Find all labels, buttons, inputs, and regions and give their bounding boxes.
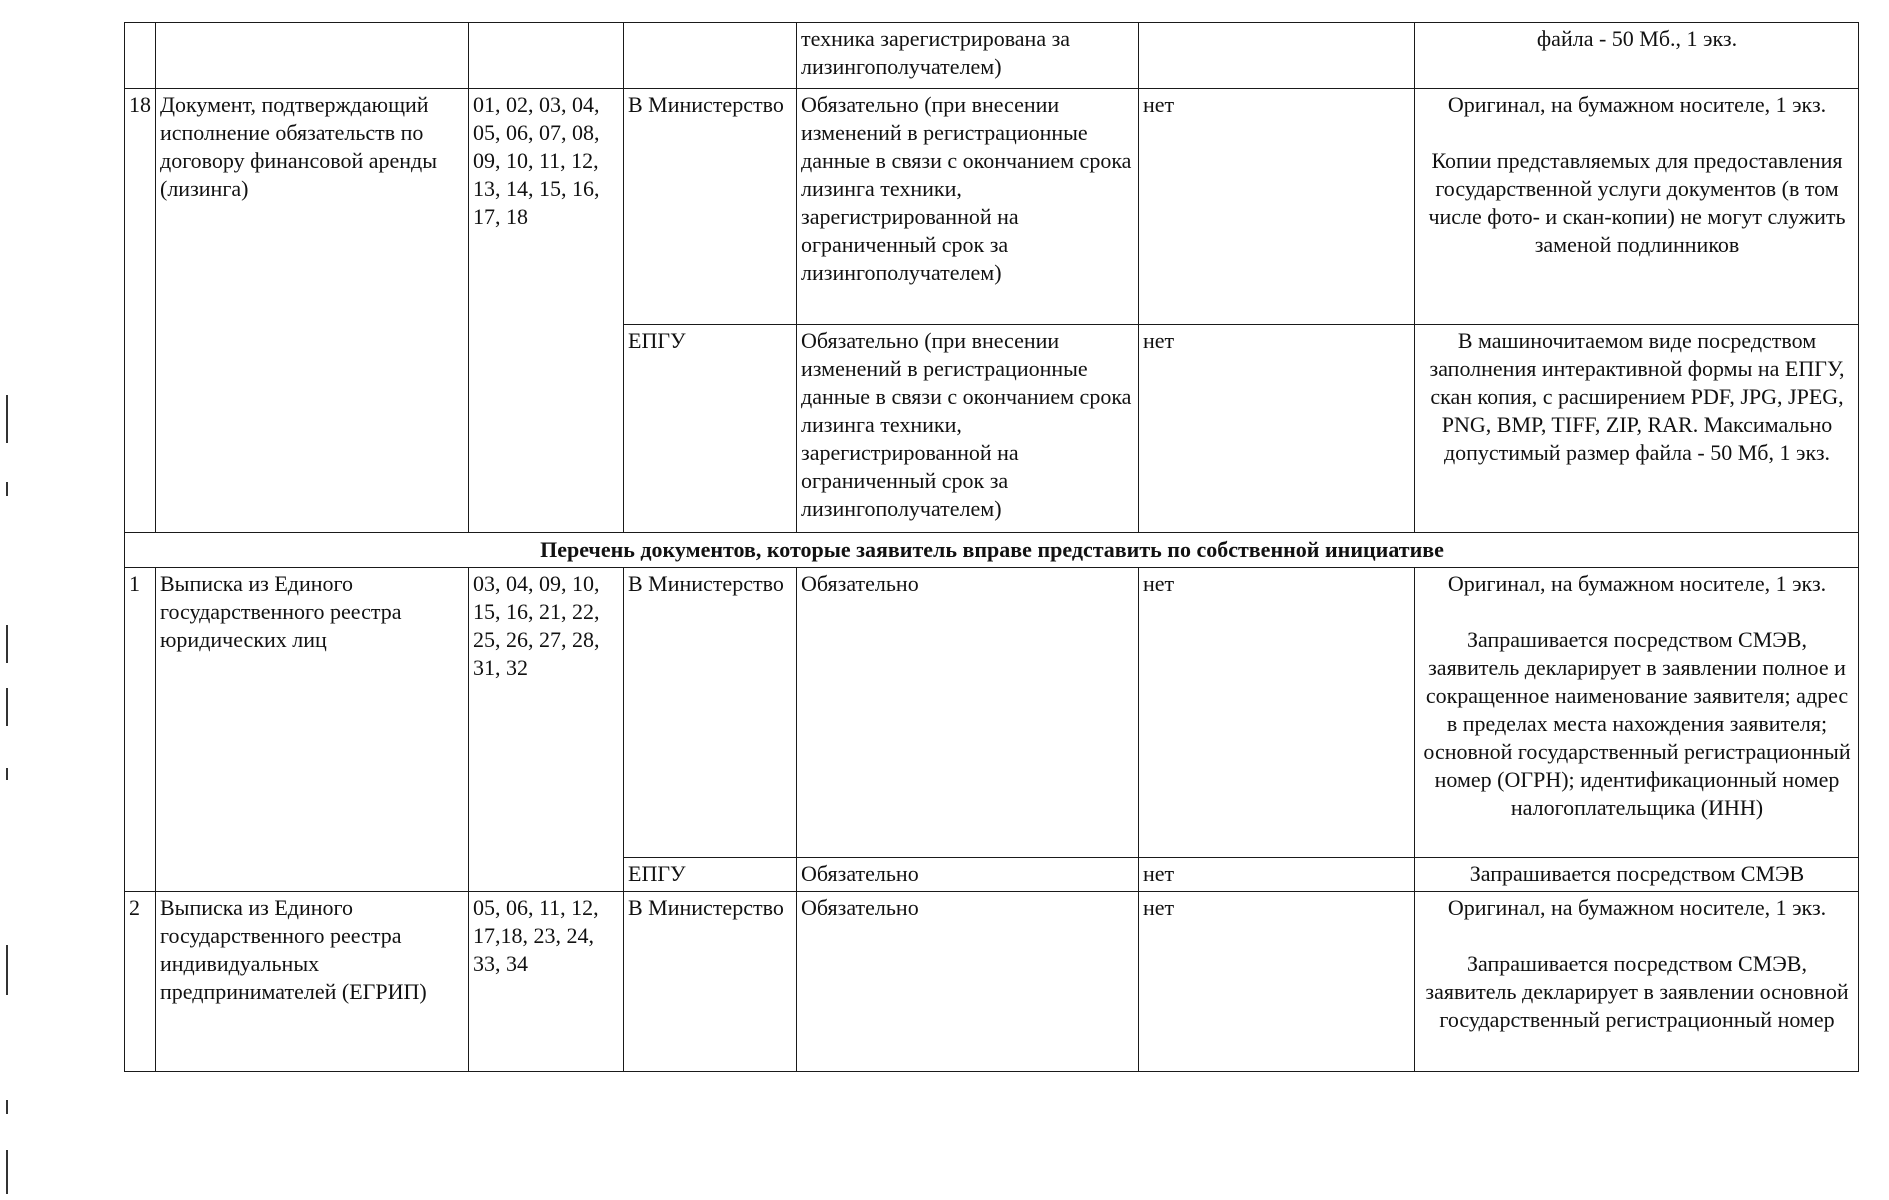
table-row [125, 89, 1859, 325]
submission-channel-cell: В Министерство [624, 568, 797, 858]
requirement-condition-cell: Обязательно (при внесении изменений в регистрационные данные в связи с окончанием срока лизинга техники, зарегистрированной на ограниченный срок за лизингополучателем) [797, 89, 1139, 325]
applicant-codes-cell: 03, 04, 09, 10, 15, 16, 21, 22, 25, 26, 27, 28, 31, 32 [469, 568, 624, 892]
applicant-codes-cell: 05, 06, 11, 12, 17,18, 23, 24, 33, 34 [469, 892, 624, 1072]
flag-cell [1139, 23, 1415, 89]
margin-mark [6, 625, 8, 663]
document-form-text: Оригинал, на бумажном носителе, 1 экз. [1447, 92, 1827, 117]
table-row-continued [125, 23, 1859, 89]
submission-channel-cell: В Министерство [624, 892, 797, 1072]
document-name-cell: Документ, подтверждающий исполнение обязательств по договору финансовой аренды (лизинга) [156, 89, 469, 533]
row-number-cell: 18 [125, 89, 156, 533]
row-number-cell: 1 [125, 568, 156, 892]
document-name-cell: Выписка из Единого государственного реестра юридических лиц [156, 568, 469, 892]
flag-cell: нет [1139, 325, 1415, 533]
spacer [1419, 598, 1855, 626]
requirement-condition-cell: Обязательно (при внесении изменений в регистрационные данные в связи с окончанием срока лизинга техники, зарегистрированной на ограниченный срок за лизингополучателем) [797, 325, 1139, 533]
requirement-condition-cell: Обязательно [797, 568, 1139, 858]
margin-mark [6, 395, 8, 443]
spacer [1419, 922, 1855, 950]
margin-mark [6, 1150, 8, 1194]
document-form-cell [1415, 568, 1859, 858]
submission-channel-cell: В Министерство [624, 89, 797, 325]
applicant-codes-cell [469, 23, 624, 89]
margin-mark [6, 1100, 8, 1114]
document-form-cell: Запрашивается посредством СМЭВ [1415, 858, 1859, 892]
document-form-cell: В машиночитаемом виде посредством заполнения интерактивной формы на ЕПГУ, скан копия, с расширением PDF, JPG, JPEG, PNG, BMP, TIFF, ZIP, RAR. Максимально допустимый размер файла - 50 Мб, 1 экз. [1415, 325, 1859, 533]
section-heading: Перечень документов, которые заявитель вправе представить по собственной инициативе [125, 533, 1859, 568]
requirement-condition-cell: Обязательно [797, 892, 1139, 1072]
document-form-cell: файла - 50 Мб., 1 экз. [1415, 23, 1859, 89]
table-row [125, 568, 1859, 858]
flag-cell: нет [1139, 892, 1415, 1072]
flag-cell: нет [1139, 858, 1415, 892]
document-form-cell [1415, 89, 1859, 325]
submission-channel-cell: ЕПГУ [624, 858, 797, 892]
table-row [125, 892, 1859, 1072]
document-form-text: Оригинал, на бумажном носителе, 1 экз. [1447, 571, 1827, 596]
document-form-note: Копии представляемых для предоставления государственной услуги документов (в том числе фото- и скан-копии) не могут служить заменой подлинников [1428, 148, 1846, 257]
margin-mark [6, 768, 8, 780]
submission-channel-cell: ЕПГУ [624, 325, 797, 533]
applicant-codes-cell: 01, 02, 03, 04, 05, 06, 07, 08, 09, 10, 11, 12, 13, 14, 15, 16, 17, 18 [469, 89, 624, 533]
requirement-condition-cell: техника зарегистрирована за лизингополучателем) [797, 23, 1139, 89]
document-name-cell: Выписка из Единого государственного реестра индивидуальных предпринимателей (ЕГРИП) [156, 892, 469, 1072]
document-name-cell [156, 23, 469, 89]
requirement-condition-cell: Обязательно [797, 858, 1139, 892]
flag-cell: нет [1139, 89, 1415, 325]
margin-mark [6, 945, 8, 995]
flag-cell: нет [1139, 568, 1415, 858]
document-form-note: Запрашивается посредством СМЭВ, заявитель декларирует в заявлении основной государственный регистрационный номер [1425, 951, 1849, 1032]
document-form-text: Оригинал, на бумажном носителе, 1 экз. [1447, 895, 1827, 920]
margin-mark [6, 688, 8, 726]
section-heading-row [125, 533, 1859, 568]
documents-table [124, 22, 1859, 1072]
margin-mark [6, 482, 8, 496]
spacer [1419, 119, 1855, 147]
document-form-cell [1415, 892, 1859, 1072]
submission-channel-cell [624, 23, 797, 89]
document-form-note: Запрашивается посредством СМЭВ, заявитель декларирует в заявлении полное и сокращенное наименование заявителя; адрес в пределах места нахождения заявителя; основной государственный регистрационный номер (ОГРН); идентификационный номер налогоплательщика (ИНН) [1423, 627, 1851, 820]
row-number-cell: 2 [125, 892, 156, 1072]
row-number-cell [125, 23, 156, 89]
